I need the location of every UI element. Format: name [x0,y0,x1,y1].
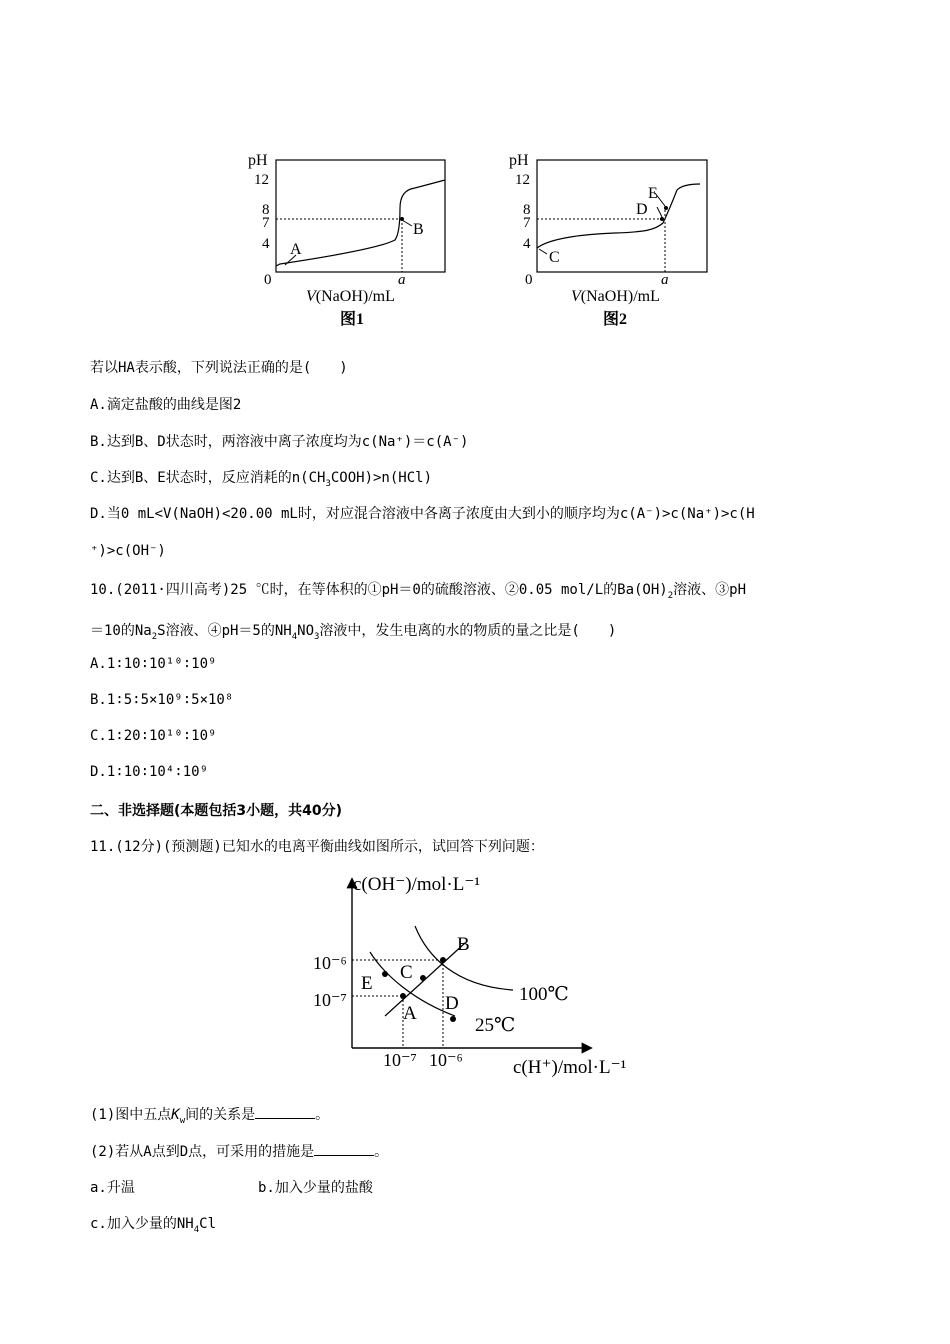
q9-option-d-line1: D.当0 mL<V(NaOH)<20.00 mL时，对应混合溶液中各离子浓度由大到小的顺序均为c(A⁻)>c(Na⁺)>c(H [90,506,755,522]
fig3-xtick-1e-6: 10⁻⁶ [429,1050,463,1070]
q10-option-d: D.1∶10∶10⁴∶10⁹ [90,764,209,780]
fig2-point-d: D [636,201,648,218]
fig3-point-c: C [400,962,413,983]
q9-option-c: C.达到B、E状态时，反应消耗的$n(CH_3COOH)>n(HCl)$ [90,470,433,489]
fig1-ytick-7: 7 [262,215,270,231]
fig3-ytick-1e-6: 10⁻⁶ [313,953,347,973]
fig1-ytick-0: 0 [264,272,272,288]
q11-option-a: a.升温 [90,1180,135,1196]
q11-option-b: b.加入少量的盐酸 [258,1180,373,1196]
q9-stem: 若以HA表示酸，下列说法正确的是( ) [90,360,348,376]
fig3-ylabel: c(OH⁻)/mol·L⁻¹ [353,874,481,895]
q10-option-c: C.1∶20∶10¹⁰∶10⁹ [90,728,217,744]
q10-option-a: A.1∶10∶10¹⁰∶10⁹ [90,656,217,672]
q11-part2: (2)若从A点到D点，可采用的措施是 。 [90,1144,389,1160]
fig2-ytick-4: 4 [523,236,531,252]
fig2-ytick-7: 7 [523,215,531,231]
fig1-ytick-4: 4 [262,236,270,252]
fig3-xlabel: c(H⁺)/mol·L⁻¹ [513,1057,627,1078]
q9-option-a: A.滴定盐酸的曲线是图2 [90,397,242,413]
fig2-ytick-12: 12 [515,172,530,188]
fig1-point-a: A [290,241,302,258]
fig3-curve-100: 100℃ [519,984,569,1005]
q10-stem-line1: 10.(2011·四川高考)25 ℃时，在等体积的①pH＝0的硫酸溶液、②0.05 mol/L的$Ba(OH)_2$溶液、③pH [90,582,746,601]
fig2-point-c: C [549,249,560,266]
q11-part1: (1)图中五点$K_w$间的关系是 。 [90,1107,330,1126]
fig2-ylabel: pH [509,152,529,169]
fig2-ytick-0: 0 [525,272,533,288]
fig2-ytick-8: 8 [523,202,531,218]
titration-figure-2 [505,148,720,328]
fig1-point-b: B [413,221,424,238]
fig3-point-d: D [445,993,459,1014]
section-heading: 二、非选择题(本题包括3小题，共40分) [90,803,343,819]
q10-option-b: B.1∶5∶5×10⁹∶5×10⁸ [90,692,234,708]
water-ionization-figure [305,866,655,1084]
fig3-xtick-1e-7: 10⁻⁷ [383,1050,417,1070]
fig2-xtick-a: a [661,272,669,288]
fig2-xlabel: V(NaOH)/mL [571,288,660,305]
titration-figure-1 [240,148,455,328]
q10-stem-line2: ＝10的$Na_2S$溶液、④pH＝5的$NH_4NO_3$溶液中，发生电离的水的物质的量之比是( ) [90,623,617,642]
fig2-caption: 图2 [603,311,628,328]
fig1-xlabel: V(NaOH)/mL [306,288,395,305]
q9-option-d-line2: ⁺)>c(OH⁻) [90,543,166,559]
q11-stem: 11.(12分)(预测题)已知水的电离平衡曲线如图所示，试回答下列问题： [90,839,544,855]
fig3-ytick-1e-7: 10⁻⁷ [313,990,347,1010]
fig1-ylabel: pH [248,152,268,169]
fig3-curve-25: 25℃ [475,1015,516,1036]
fig1-xtick-a: a [398,272,406,288]
answer-blank-1[interactable] [255,1106,315,1119]
fig3-point-a: A [403,1003,417,1024]
answer-blank-2[interactable] [314,1143,374,1156]
fig1-ytick-12: 12 [254,172,269,188]
fig1-ytick-8: 8 [262,202,270,218]
fig3-point-e: E [361,973,373,994]
fig2-point-e: E [648,185,658,202]
q9-option-b: B.达到B、D状态时，两溶液中离子浓度均为c(Na⁺)＝c(A⁻) [90,434,469,450]
fig3-point-b: B [457,934,470,955]
fig1-caption: 图1 [340,311,365,328]
q11-option-c: c.加入少量的$NH_4Cl$ [90,1216,216,1235]
